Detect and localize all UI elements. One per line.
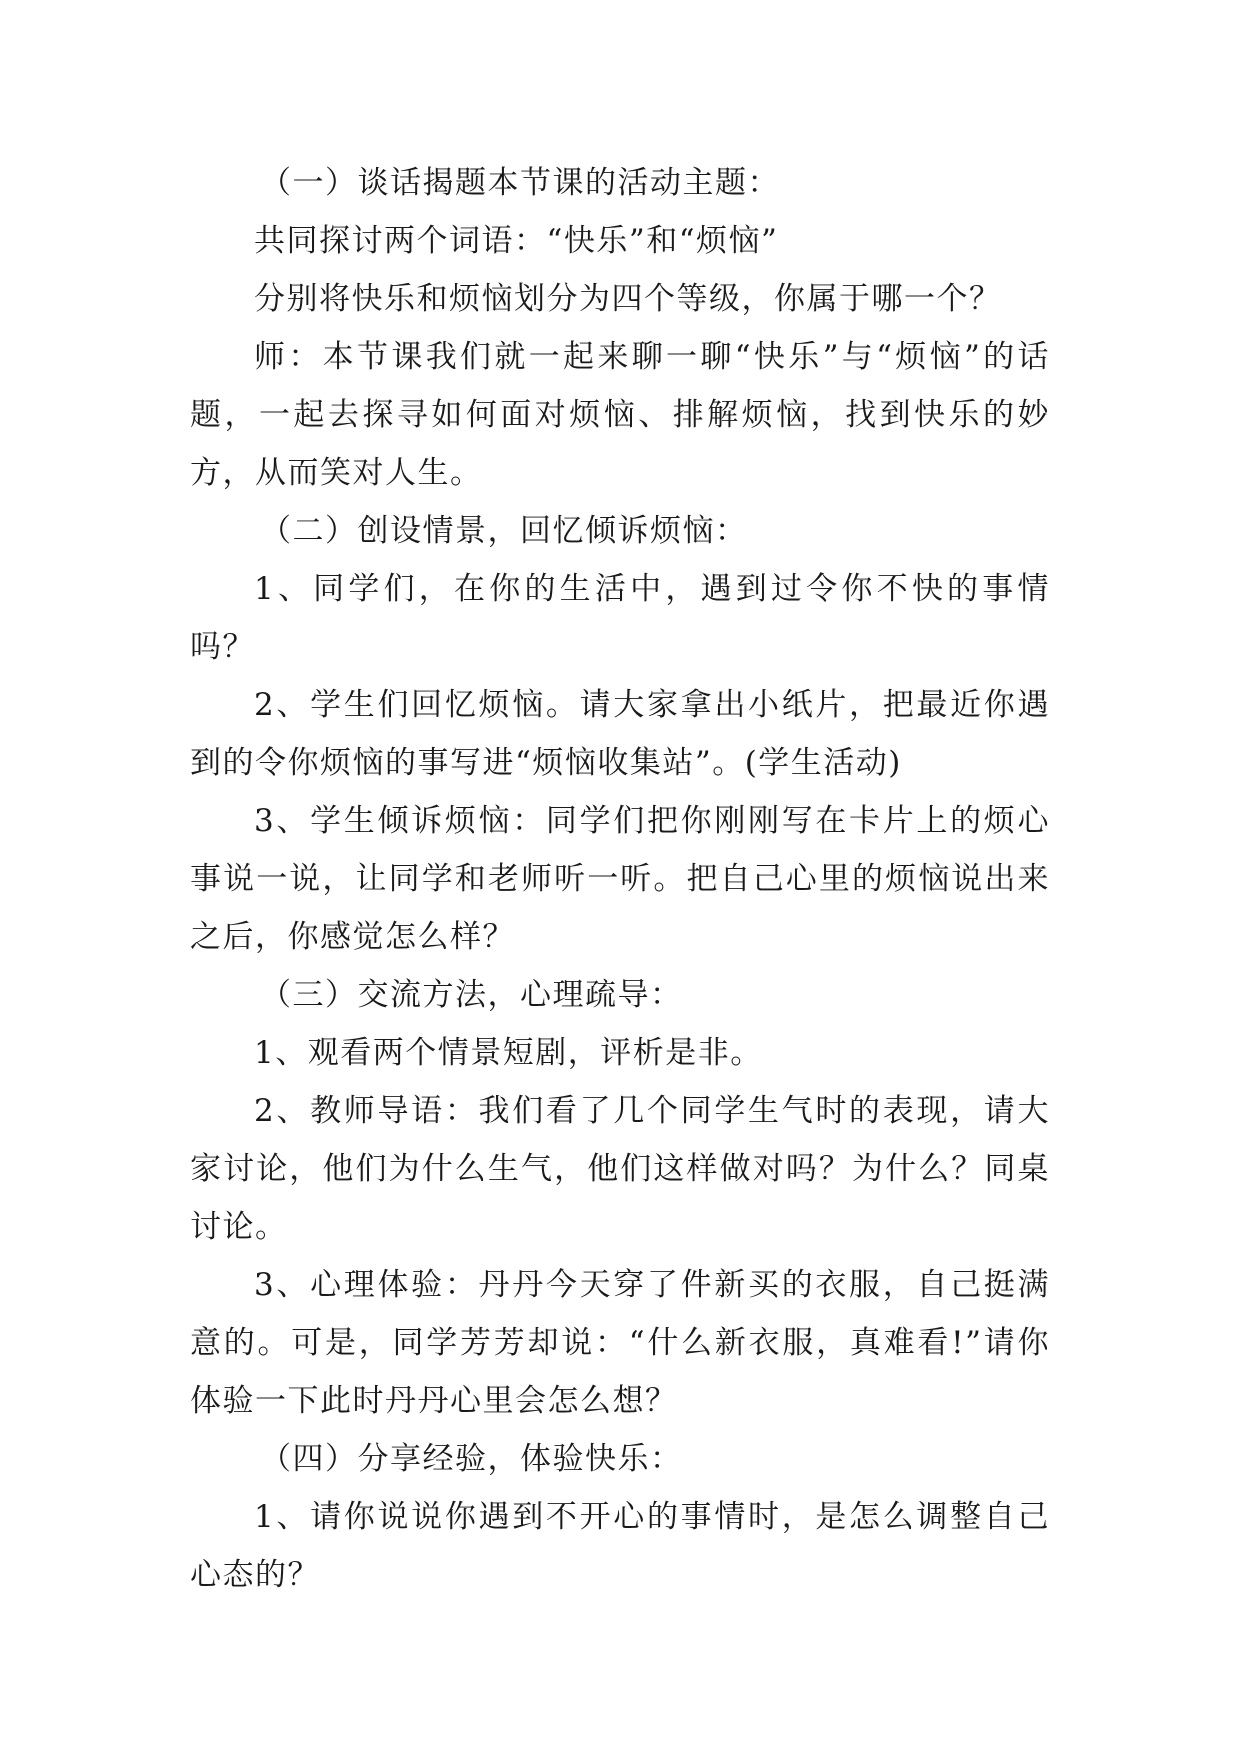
- paragraph: 1、观看两个情景短剧，评析是非。: [254, 1035, 763, 1071]
- paragraph: 师：本节课我们就一起来聊一聊“快乐”与“烦恼”的话题，一起去探寻如何面对烦恼、排解烦恼，找到快乐的妙方，从而笑对人生。: [190, 339, 1050, 491]
- document-body: [190, 154, 1050, 1604]
- paragraph: 分别将快乐和烦恼划分为四个等级，你属于哪一个？: [254, 281, 1002, 317]
- paragraph: 1、同学们，在你的生活中，遇到过令你不快的事情吗？: [190, 571, 1050, 665]
- paragraph: 1、请你说说你遇到不开心的事情时，是怎么调整自己心态的？: [190, 1499, 1050, 1593]
- paragraph: 2、学生们回忆烦恼。请大家拿出小纸片，把最近你遇到的令你烦恼的事写进“烦恼收集站”。(学生活动): [190, 687, 1050, 781]
- section-heading-3: （三）交流方法，心理疏导：: [260, 977, 683, 1013]
- section-heading-2: （二）创设情景，回忆倾诉烦恼：: [260, 513, 748, 549]
- section-heading-1: （一）谈话揭题本节课的活动主题：: [260, 165, 780, 201]
- paragraph: 3、心理体验：丹丹今天穿了件新买的衣服，自己挺满意的。可是，同学芳芳却说：“什么新衣服，真难看!”请你体验一下此时丹丹心里会怎么想？: [190, 1267, 1050, 1419]
- paragraph: 3、学生倾诉烦恼：同学们把你刚刚写在卡片上的烦心事说一说，让同学和老师听一听。把自己心里的烦恼说出来之后，你感觉怎么样？: [190, 803, 1050, 955]
- paragraph: 2、教师导语：我们看了几个同学生气时的表现，请大家讨论，他们为什么生气，他们这样做对吗？为什么？同桌讨论。: [190, 1093, 1050, 1245]
- section-heading-4: （四）分享经验，体验快乐：: [260, 1441, 683, 1477]
- paragraph: 共同探讨两个词语：“快乐”和“烦恼”: [254, 223, 779, 259]
